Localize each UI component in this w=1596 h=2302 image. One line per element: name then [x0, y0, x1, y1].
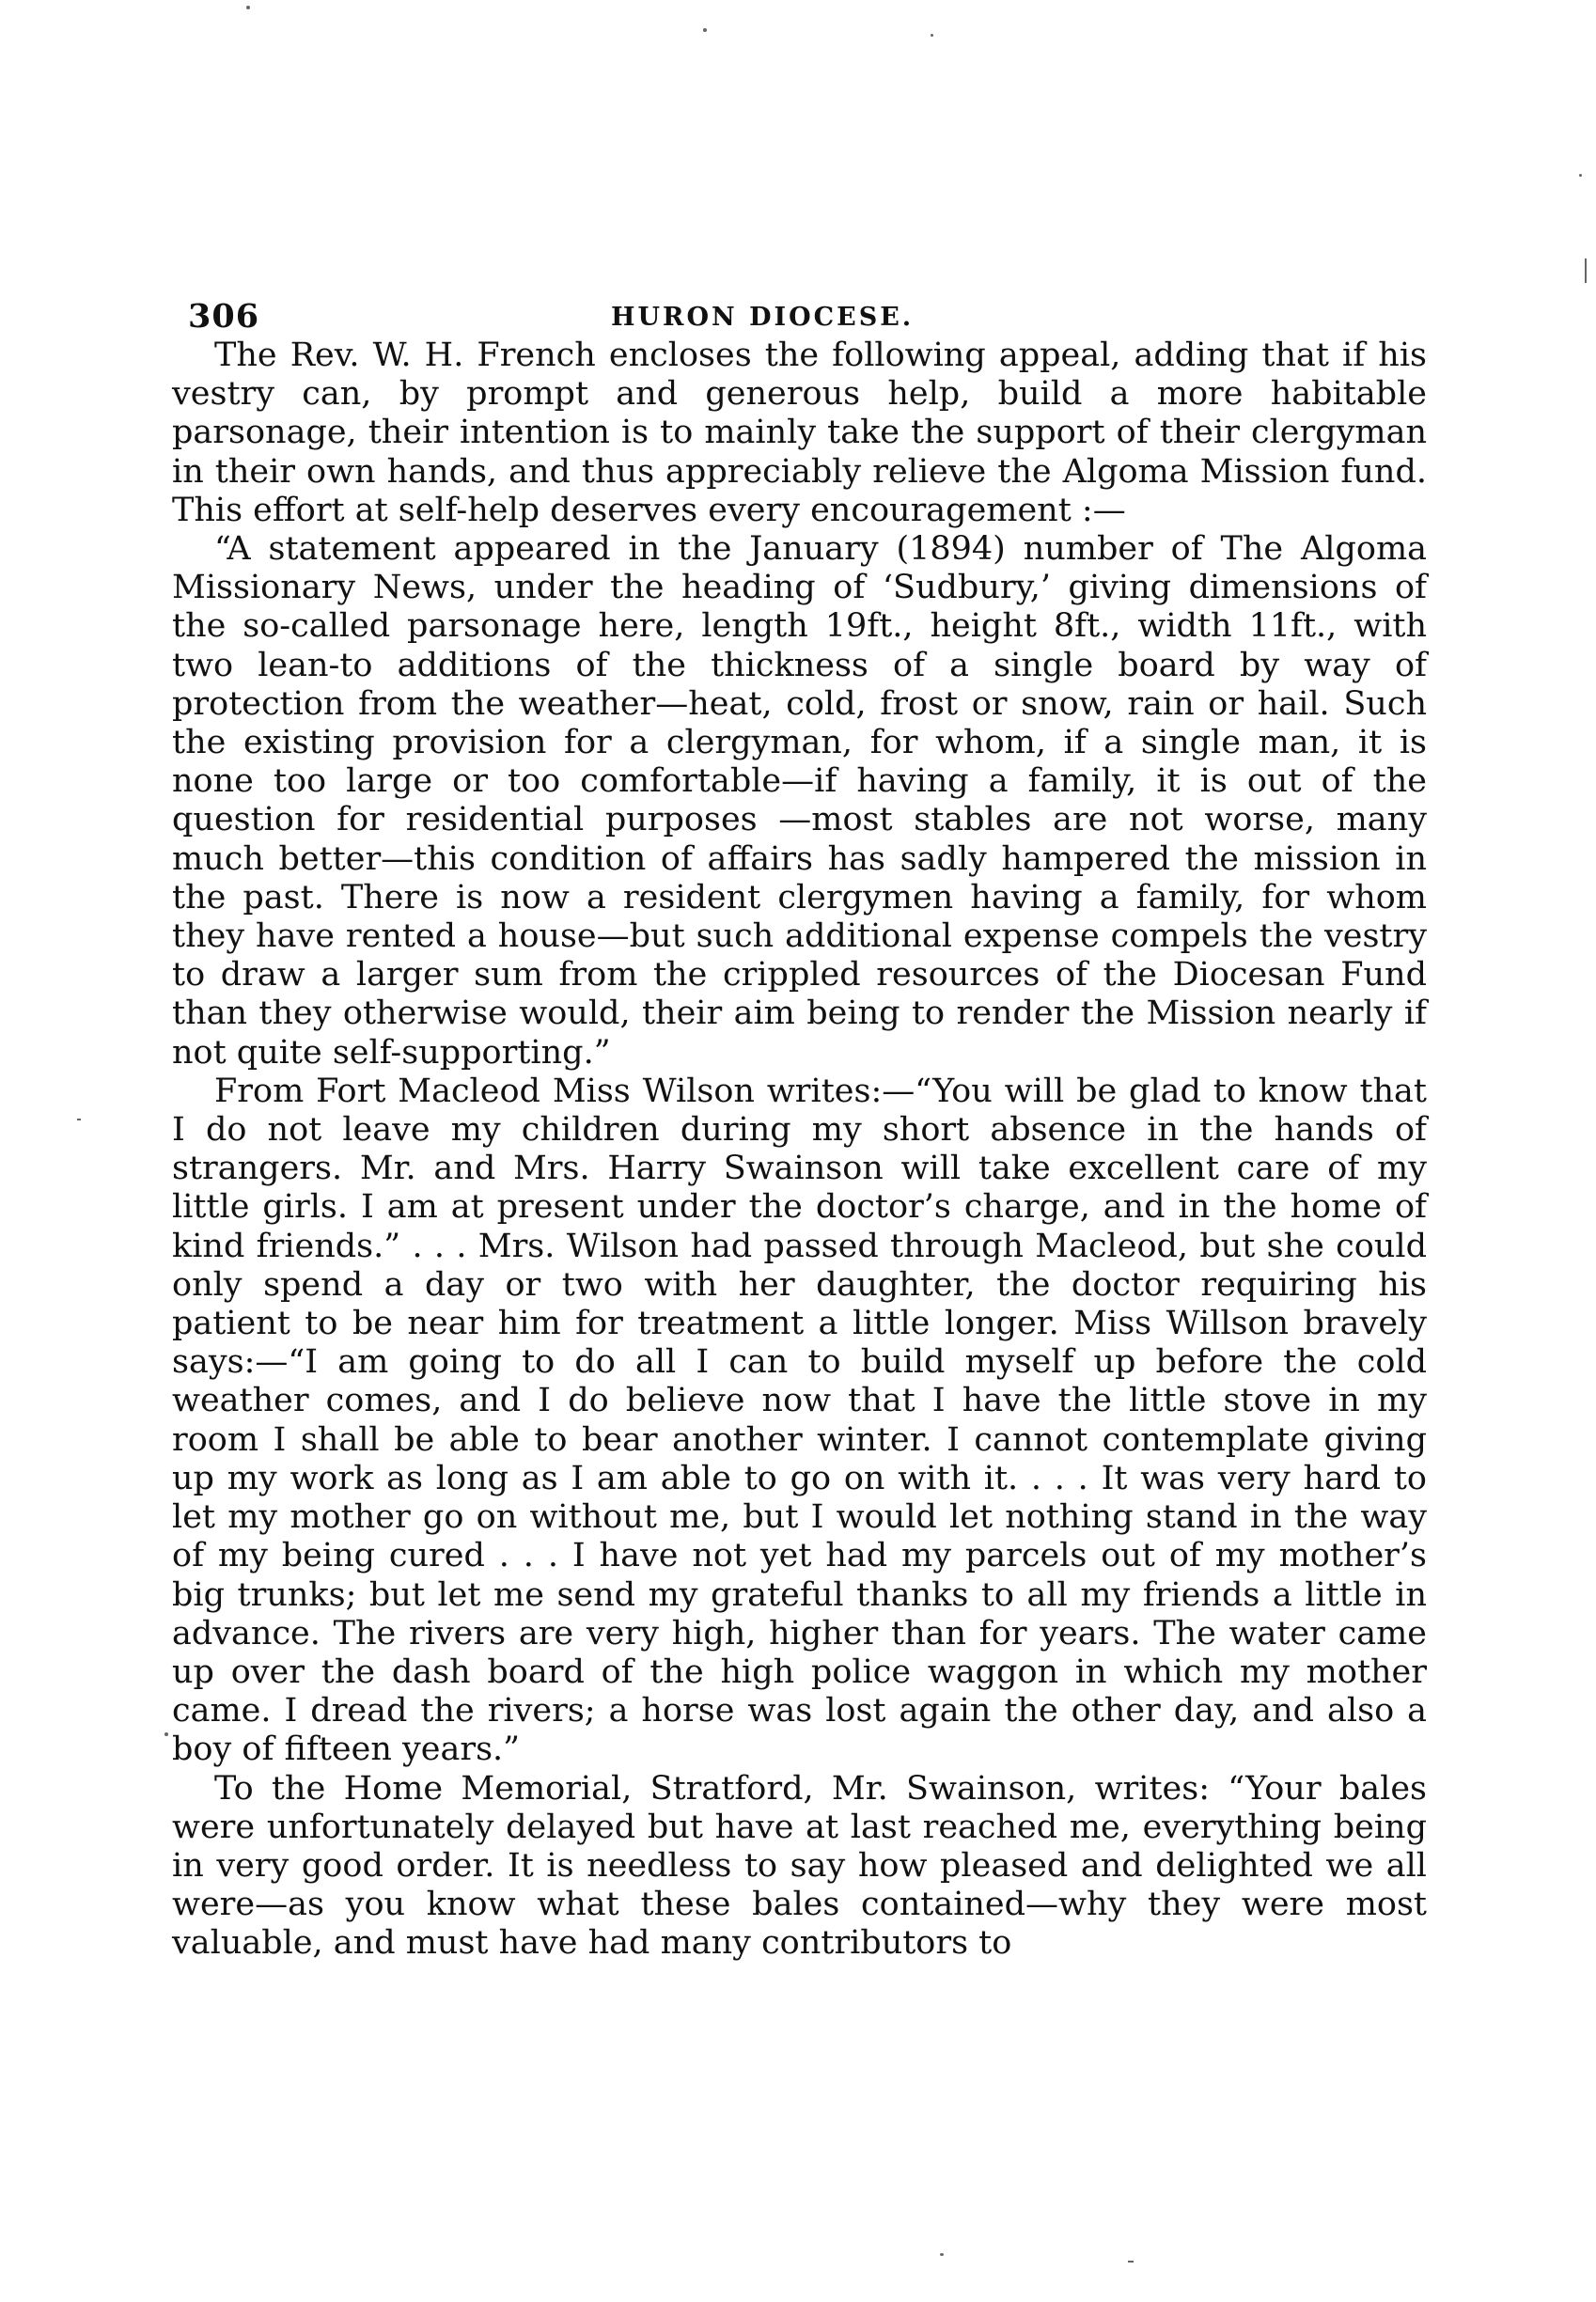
- paragraph-french-appeal: The Rev. W. H. French encloses the following appeal, adding that if his vestry can, by prompt and generous help, build a more habitable parsonage, their intention is to mainly take the support of their clergyman in their own hands, and thus appreciably relieve the Algoma Mission fund. This effort at self-help deserves every encouragement :—: [172, 337, 1427, 529]
- running-head: HURON DIOCESE.: [611, 303, 915, 332]
- scan-speck: [931, 34, 933, 37]
- scan-speck: [940, 2253, 944, 2256]
- paragraph-sudbury-statement: “A statement appeared in the January (1894) number of The Algoma Missionary News, under the heading of ‘Sudbury,’ giving dimensions of the so-called parsonage here, length 19ft., height 8ft., width 11ft., with two lean-to additions of the thickness of a single board by way of protection from the weather—heat, cold, frost or snow, rain or hail. Such the existing provision for a clergyman, for whom, if a single man, it is none too large or too comfortable—if having a family, it is out of the question for residential purposes —most stables are not worse, many much better—this condition of affairs has sadly hampered the mission in the past. There is now a resident clergymen having a family, for whom they have rented a house—but such additional expense compels the vestry to draw a larger sum from the crippled resources of the Diocesan Fund than they otherwise would, their aim being to render the Mission nearly if not quite self-supporting.”: [172, 530, 1427, 1072]
- scan-speck: [1579, 174, 1582, 177]
- paragraph-wilson-letter: From Fort Macleod Miss Wilson writes:—“You will be glad to know that I do not leave my children during my short absence in the hands of strangers. Mr. and Mrs. Harry Swainson will take excellent care of my little girls. I am at present under the doctor’s charge, and in the home of kind friends.” . . . Mrs. Wilson had passed through Macleod, but she could only spend a day or two with her daughter, the doctor requiring his patient to be near him for treatment a little longer. Miss Willson bravely says:—“I am going to do all I can to build myself up before the cold weather comes, and I do believe now that I have the little stove in my room I shall be able to bear another winter. I cannot contemplate giving up my work as long as I am able to go on with it. . . . It was very hard to let my mother go on without me, but I would let nothing stand in the way of my being cured . . . I have not yet had my parcels out of my mother’s big trunks; but let me send my grateful thanks to all my friends a little in advance. The rivers are very high, higher than for years. The water came up over the dash board of the high police waggon in which my mother came. I dread the rivers; a horse was lost again the other day, and also a boy of fifteen years.”: [172, 1072, 1427, 1769]
- scan-speck: [77, 1119, 81, 1120]
- page-number: 306: [188, 297, 260, 336]
- scan-speck: [246, 6, 250, 9]
- scan-speck: [1128, 2261, 1134, 2263]
- scan-speck: [164, 1732, 168, 1736]
- scan-speck: [1585, 258, 1587, 283]
- body-text: [172, 337, 1427, 1964]
- paragraph-swainson-letter: To the Home Memorial, Stratford, Mr. Swainson, writes: “Your bales were unfortunately delayed but have at last reached me, everything being in very good order. It is needless to say how pleased and delighted we all were—as you know what these bales contained—why they were most valuable, and must have had many contributors to: [172, 1769, 1427, 1963]
- scan-speck: [703, 28, 707, 32]
